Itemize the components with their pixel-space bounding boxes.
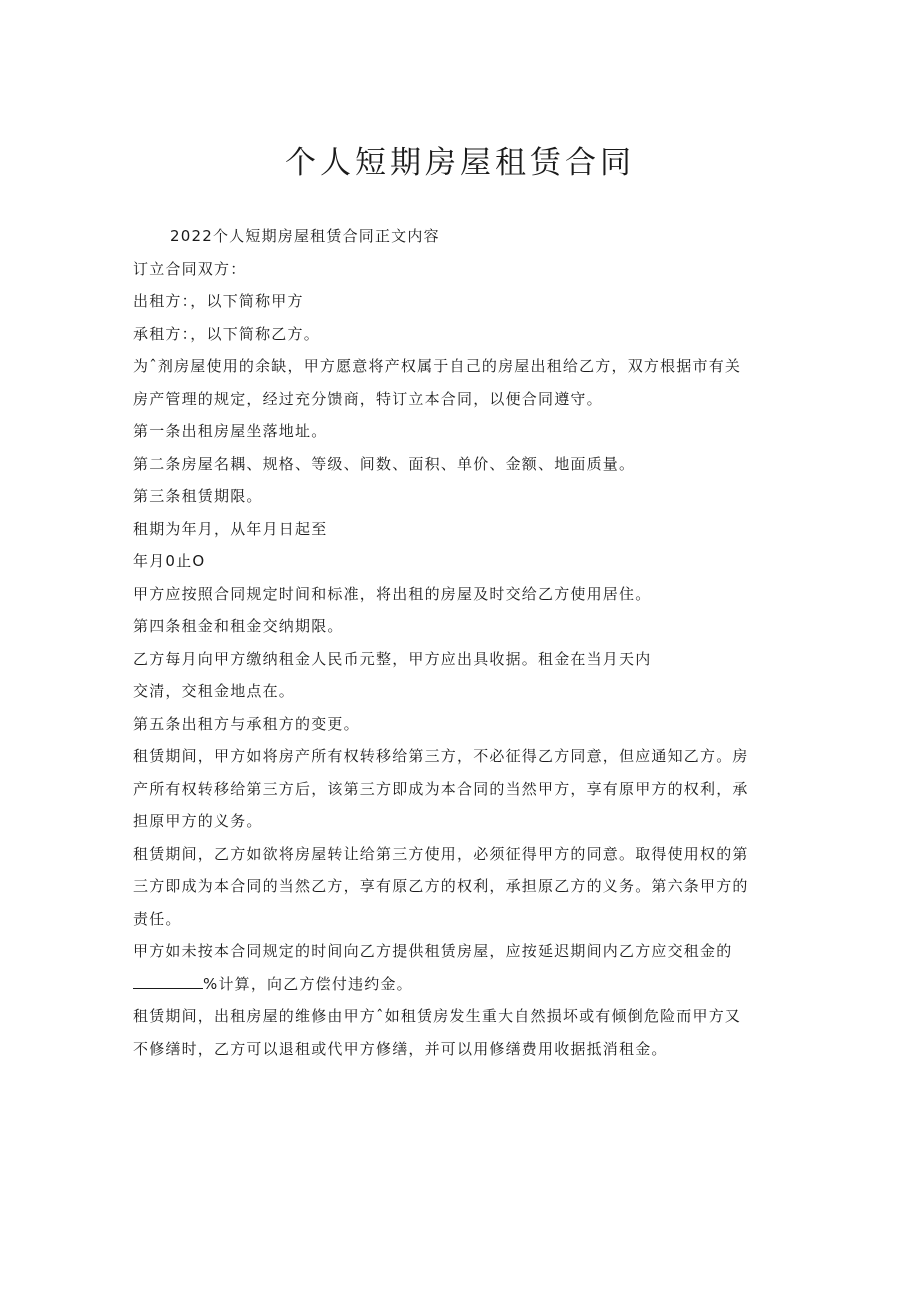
repair-line-1: 租赁期间，出租房屋的维修由甲方ˆ如租赁房发生重大自然损坏或有倾倒危险而甲方又 bbox=[133, 1007, 742, 1025]
lease-term-line-2: 年月0止O bbox=[133, 552, 206, 570]
article-5-heading: 第五条出租方与承租方的变更。 bbox=[133, 714, 360, 733]
transfer-para-2-line-1: 租赁期间，乙方如欲将房屋转让给第三方使用，必须征得甲方的同意。取得使用权的第 bbox=[133, 844, 749, 863]
article-2-heading: 第二条房屋名耦、规格、等级、间数、面积、单价、金额、地面质量。 bbox=[133, 454, 636, 473]
subtitle-line: 2022个人短期房屋租赁合同正文内容 bbox=[170, 227, 440, 245]
article-4-heading: 第四条租金和租金交纳期限。 bbox=[133, 617, 344, 635]
preamble-line-2: 房产管理的规定，经过充分馈商，特订立本合同，以便合同遵守。 bbox=[133, 389, 603, 408]
penalty-line-2-text: %计算，向乙方偿付违约金。 bbox=[203, 974, 413, 993]
preamble-line-1: 为ˆ剂房屋使用的余缺，甲方愿意将产权属于自己的房屋出租给乙方，双方根据市有关 bbox=[133, 357, 742, 375]
transfer-para-1-line-1: 租赁期间，甲方如将房产所有权转移给第三方，不必征得乙方同意，但应通知乙方。房 bbox=[133, 747, 749, 765]
transfer-para-1-line-3: 担原甲方的义务。 bbox=[133, 812, 263, 830]
penalty-line-2 bbox=[133, 968, 783, 1001]
transfer-para-2-line-2: 三方即成为本合同的当然乙方，享有原乙方的权利，承担原乙方的义务。第六条甲方的 bbox=[133, 877, 749, 895]
document-body bbox=[133, 220, 783, 1065]
penalty-line-1: 甲方如未按本合同规定的时间向乙方提供租赁房屋，应按延迟期间内乙方应交租金的 bbox=[133, 942, 733, 960]
lessee-line: 承租方：，以下简称乙方。 bbox=[133, 324, 320, 343]
lease-term-line-1: 租期为年月，从年月日起至 bbox=[133, 519, 328, 538]
delivery-line: 甲方应按照合同规定时间和标准，将出租的房屋及时交给乙方使用居住。 bbox=[133, 584, 652, 603]
rent-line-1: 乙方每月向甲方缴纳租金人民币元整，甲方应出具收据。租金在当月天内 bbox=[133, 649, 652, 668]
parties-heading: 订立合同双方： bbox=[133, 259, 247, 278]
fill-in-blank bbox=[133, 974, 203, 989]
document-title: 个人短期房屋租赁合同 bbox=[285, 145, 635, 181]
lessor-line: 出租方：，以下简称甲方 bbox=[133, 292, 304, 310]
rent-line-2: 交清，交租金地点在。 bbox=[133, 682, 296, 700]
transfer-para-1-line-2: 产所有权转移给第三方后，该第三方即成为本合同的当然甲方，享有原甲方的权利，承 bbox=[133, 779, 749, 798]
repair-line-2: 不修缮时，乙方可以退租或代甲方修缮，并可以用修缮费用收据抵消租金。 bbox=[133, 1039, 668, 1058]
article-1-heading: 第一条出租房屋坐落地址。 bbox=[133, 422, 328, 440]
article-3-heading: 第三条租赁期限。 bbox=[133, 487, 263, 505]
transfer-para-2-line-3: 责任。 bbox=[133, 909, 182, 928]
